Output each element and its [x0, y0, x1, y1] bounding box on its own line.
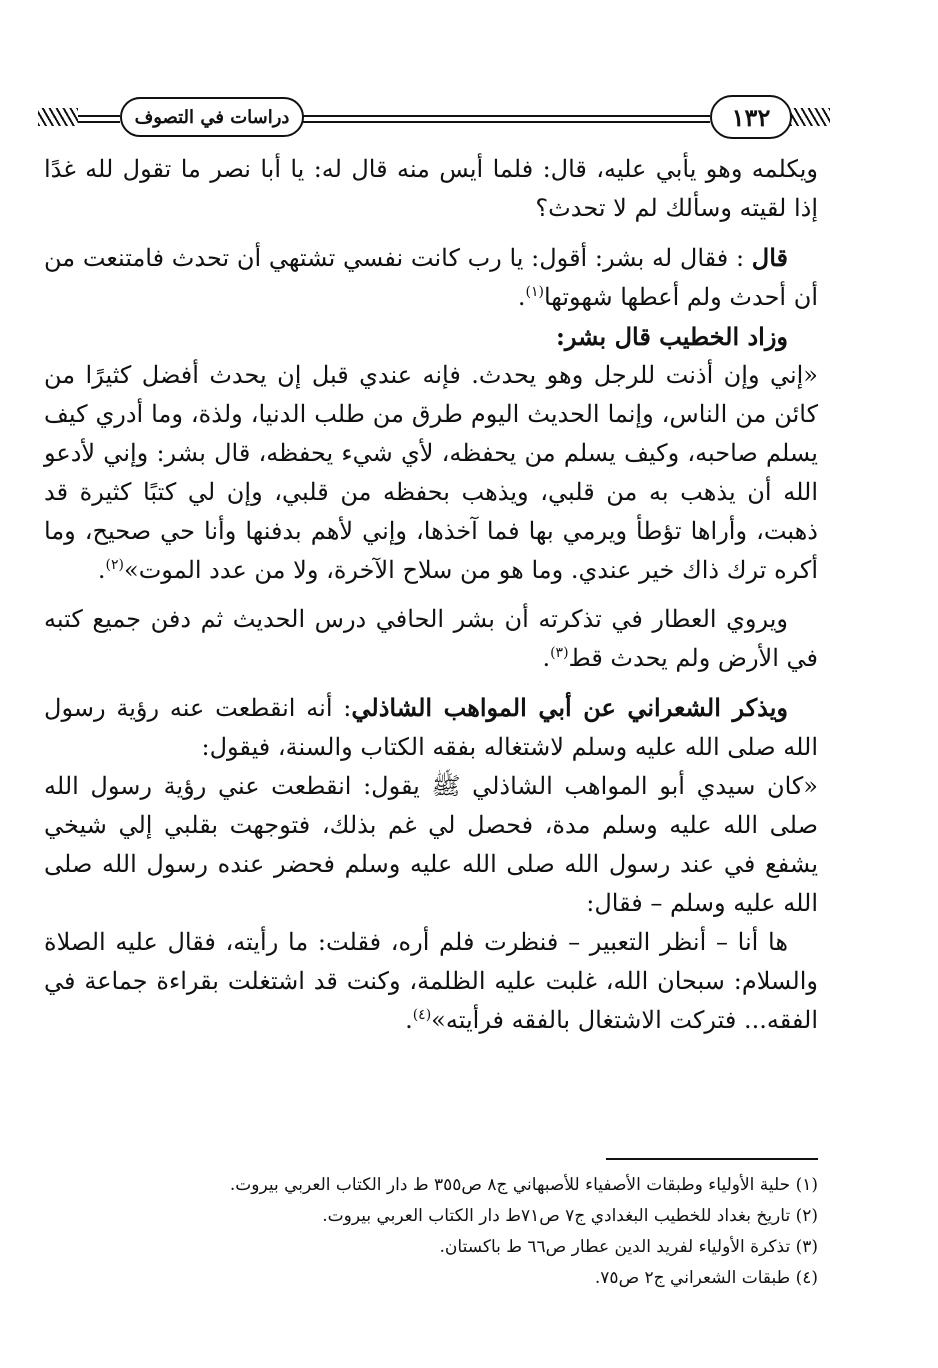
- header-ornament-right: [790, 108, 830, 126]
- paragraph-5-text: ويروي العطار في تذكرته أن بشر الحافي درس الحديث ثم دفن جميع كتبه في الأرض ولم يحدث قط: [44, 605, 818, 672]
- paragraph-8-text: ها أنا – أنظر التعبير – فنظرت فلم أره، فقلت: ما رأيته، فقال عليه الصلاة والسلام: سبحان الله، غلبت عليه الظلمة، وكنت قد اشتغلت بقراءة جماعة في الفقه... فتركت الاشتغال بالفقه فرأيته»: [44, 928, 819, 1034]
- main-text: [44, 150, 818, 1040]
- footnote-ref-1: (١): [525, 284, 544, 300]
- running-title: دراسات في التصوف: [120, 97, 304, 137]
- footnote-ref-3: (٣): [550, 645, 569, 661]
- footnote-2: (٢) تاريخ بغداد للخطيب البغدادي ج٧ ص٧١ط دار الكتاب العربي بيروت.: [322, 1206, 818, 1226]
- paragraph-6: [44, 688, 818, 767]
- footnote-ref-4: (٤): [412, 1007, 432, 1023]
- quote-bishr-text: «إني وإن أذنت للرجل وهو يحدث. فإنه عندي قبل إن يحدث أفضل كثيرًا من كائن من الناس، وإنما الحديث اليوم طرق من طلب الدنيا، ولذة، وما أدري كيف يسلم صاحبه، وكيف يسلم من يحفظه، لأي شيء يحفظه، قال بشر: وإني لأدعو الله أن يذهب به من قلبي، ويذهب بحفظه من قلبي، وإن لي كتبًا كثيرة قد ذهبت، وأراها تؤطأ ويرمي بها فما آخذها، وإني لأهم بدفنها وأنا حي صحيح، وما أكره ترك ذاك خير عندي. وما هو من سلاح الآخرة، ولا من عدد الموت»: [44, 361, 818, 584]
- footnotes: [44, 1170, 818, 1294]
- footnote-separator: [606, 1158, 818, 1160]
- paragraph-5: [44, 600, 818, 678]
- quote-shadhili: «كان سيدي أبو المواهب الشاذلي ﷺ يقول: انقطعت عني رؤية رسول الله صلى الله عليه وسلم مدة، فحصل لي غم بذلك، فتوجهت بقلبي إلي شيخي يشفع في عند رسول الله صلى الله عليه وسلم فحضر عنده رسول الله صلى الله عليه وسلم – فقال:: [44, 772, 818, 917]
- paragraph-8-end: .: [405, 1006, 413, 1034]
- footnote-4: (٤) طبقات الشعراني ج٢ ص٧٥.: [594, 1268, 818, 1288]
- header-rule-middle: [302, 115, 710, 123]
- page-number: ١٣٢: [710, 95, 792, 139]
- quote-bishr: [44, 356, 818, 590]
- header-rule-left: [78, 115, 120, 123]
- paragraph-8: [44, 923, 818, 1040]
- paragraph-2-end: .: [517, 283, 526, 311]
- paragraph-1: ويكلمه وهو يأبي عليه، قال: فلما أيس منه قال له: يا أبا نصر ما تقول لله غدًا إذا لقيته وسألك لم لا تحدث؟: [44, 155, 818, 222]
- paragraph-6-lead: ويذكر الشعراني عن أبي المواهب الشاذلي: [351, 693, 788, 722]
- paragraph-6-text: : أنه انقطعت عنه رؤية رسول الله صلى الله عليه وسلم لاشتغاله بفقه الكتاب والسنة، فيقول:: [44, 694, 818, 761]
- quote-bishr-end: .: [97, 556, 106, 584]
- footnote-1: (١) حلية الأولياء وطبقات الأصفياء للأصبهاني ج٨ ص٣٥٥ ط دار الكتاب العربي بيروت.: [229, 1175, 818, 1195]
- header-ornament-left: [38, 108, 78, 126]
- paragraph-3: وزاد الخطيب قال بشر:: [556, 322, 788, 351]
- paragraph-2-lead: قال: [751, 243, 788, 272]
- paragraph-2-text: : فقال له بشر: أقول: يا رب كانت نفسي تشتهي أن تحدث فامتنعت من أن أحدث ولم أعطها شهوتها: [44, 244, 818, 311]
- paragraph-5-end: .: [542, 644, 551, 672]
- footnote-3: (٣) تذكرة الأولياء لفريد الدين عطار ص٦٦ ط باكستان.: [439, 1237, 818, 1257]
- page-header: [38, 95, 828, 139]
- paragraph-2: [44, 238, 818, 317]
- footnote-ref-2: (٢): [105, 557, 125, 573]
